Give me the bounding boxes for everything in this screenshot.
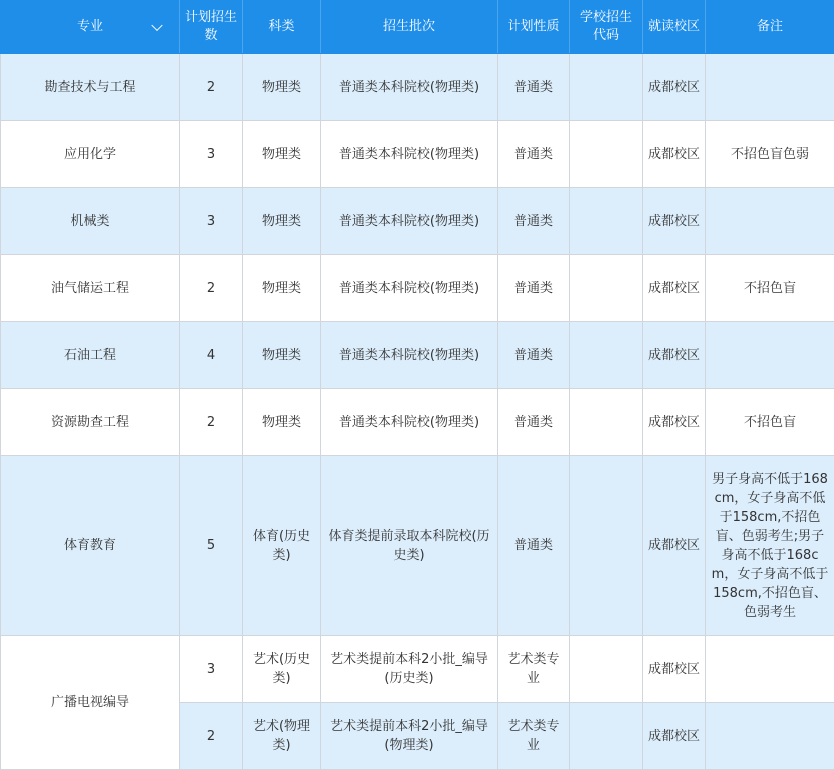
header-campus: 就读校区: [643, 1, 706, 54]
cell-nature: 普通类: [498, 188, 570, 255]
cell-note: [706, 703, 834, 770]
cell-subject: 物理类: [243, 54, 321, 121]
cell-count: 2: [180, 703, 243, 770]
cell-campus: 成都校区: [643, 456, 706, 636]
header-label: 专业: [77, 18, 103, 36]
cell-nature: 艺术类专业: [498, 703, 570, 770]
cell-batch: 普通类本科院校(物理类): [321, 54, 498, 121]
cell-major: 石油工程: [1, 322, 180, 389]
cell-campus: 成都校区: [643, 188, 706, 255]
cell-campus: 成都校区: [643, 121, 706, 188]
cell-campus: 成都校区: [643, 389, 706, 456]
table-row: [1, 188, 834, 255]
cell-major: 应用化学: [1, 121, 180, 188]
cell-campus: 成都校区: [643, 255, 706, 322]
cell-count: 2: [180, 255, 243, 322]
cell-code: [570, 636, 643, 703]
cell-count: 5: [180, 456, 243, 636]
cell-count: 3: [180, 188, 243, 255]
header-note: 备注: [706, 1, 834, 54]
cell-note: [706, 636, 834, 703]
cell-batch: 普通类本科院校(物理类): [321, 188, 498, 255]
cell-batch: 艺术类提前本科2小批_编导(历史类): [321, 636, 498, 703]
cell-subject: 物理类: [243, 322, 321, 389]
cell-campus: 成都校区: [643, 54, 706, 121]
cell-note: [706, 54, 834, 121]
cell-nature: 艺术类专业: [498, 636, 570, 703]
cell-major: 体育教育: [1, 456, 180, 636]
cell-count: 2: [180, 389, 243, 456]
cell-nature: 普通类: [498, 54, 570, 121]
cell-code: [570, 121, 643, 188]
cell-count: 4: [180, 322, 243, 389]
header-batch: 招生批次: [321, 1, 498, 54]
header-nature: 计划性质: [498, 1, 570, 54]
table-row: [1, 636, 834, 703]
cell-note: 不招色盲: [706, 255, 834, 322]
cell-code: [570, 389, 643, 456]
cell-campus: 成都校区: [643, 703, 706, 770]
table-row: [1, 255, 834, 322]
cell-major: 资源勘查工程: [1, 389, 180, 456]
cell-major: 机械类: [1, 188, 180, 255]
chevron-down-icon[interactable]: [151, 20, 162, 31]
table-header-row: [1, 1, 834, 54]
cell-code: [570, 54, 643, 121]
cell-campus: 成都校区: [643, 322, 706, 389]
cell-major: 勘查技术与工程: [1, 54, 180, 121]
cell-count: 3: [180, 121, 243, 188]
cell-nature: 普通类: [498, 121, 570, 188]
cell-subject: 物理类: [243, 188, 321, 255]
cell-batch: 普通类本科院校(物理类): [321, 255, 498, 322]
cell-code: [570, 703, 643, 770]
cell-subject: 物理类: [243, 121, 321, 188]
cell-batch: 普通类本科院校(物理类): [321, 322, 498, 389]
header-major[interactable]: [1, 1, 180, 54]
cell-subject: 艺术(物理类): [243, 703, 321, 770]
cell-major: 广播电视编导: [1, 636, 180, 770]
cell-nature: 普通类: [498, 255, 570, 322]
header-subject: 科类: [243, 1, 321, 54]
cell-subject: 物理类: [243, 255, 321, 322]
table-row: [1, 389, 834, 456]
table-row: [1, 54, 834, 121]
cell-note: 不招色盲: [706, 389, 834, 456]
cell-nature: 普通类: [498, 456, 570, 636]
cell-count: 3: [180, 636, 243, 703]
cell-code: [570, 188, 643, 255]
cell-subject: 体育(历史类): [243, 456, 321, 636]
cell-note: [706, 188, 834, 255]
table-row: [1, 121, 834, 188]
header-count: 计划招生数: [180, 1, 243, 54]
cell-major: 油气储运工程: [1, 255, 180, 322]
table-row: [1, 456, 834, 636]
cell-batch: 体育类提前录取本科院校(历史类): [321, 456, 498, 636]
cell-subject: 物理类: [243, 389, 321, 456]
cell-code: [570, 322, 643, 389]
cell-count: 2: [180, 54, 243, 121]
cell-batch: 艺术类提前本科2小批_编导(物理类): [321, 703, 498, 770]
cell-code: [570, 456, 643, 636]
table-row: [1, 322, 834, 389]
cell-note: [706, 322, 834, 389]
cell-note: 不招色盲色弱: [706, 121, 834, 188]
header-code: 学校招生代码: [570, 1, 643, 54]
cell-batch: 普通类本科院校(物理类): [321, 389, 498, 456]
cell-batch: 普通类本科院校(物理类): [321, 121, 498, 188]
cell-nature: 普通类: [498, 322, 570, 389]
cell-code: [570, 255, 643, 322]
cell-nature: 普通类: [498, 389, 570, 456]
cell-campus: 成都校区: [643, 636, 706, 703]
cell-note: 男子身高不低于168cm，女子身高不低于158cm,不招色盲、色弱考生;男子身高不低于168cm，女子身高不低于158cm,不招色盲、色弱考生: [706, 456, 834, 636]
cell-subject: 艺术(历史类): [243, 636, 321, 703]
